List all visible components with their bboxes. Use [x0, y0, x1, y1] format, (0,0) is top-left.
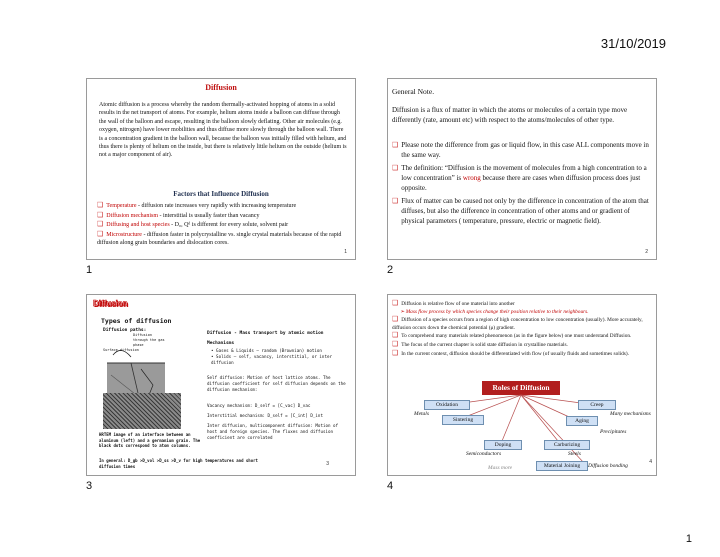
slide-1	[86, 78, 356, 260]
slide-4-label: 4	[387, 480, 394, 492]
types-title: Types of diffusion	[101, 317, 172, 325]
slide-1-intro: Atomic diffusion is a process whereby the random thermally-activated hopping of atoms in a solid results in the net transport of atoms. For example, helium atoms inside a balloon can diffuse through the wall of the balloon and escape, resulting in the balloon slowly deflating. Other air molecules (e.g. oxygen, nitrogen) have lower mobilities and thus diffuse more slowly through the balloon wall. There is a concentration gradient in the balloon wall, because the balloon was initially filled with helium, and thus there is plenty of helium on the inside, but there is relatively little helium on the outside (helium is not a major component of air).	[99, 102, 347, 159]
slide-3-page-number: 3	[326, 461, 329, 467]
general-note: In general: D_gb >D_vol >D_ss >D_v for high temperatures and short diffusion times	[99, 458, 258, 469]
slide-1-title: Diffusion	[205, 83, 237, 92]
factor-item: ❑ Diffusing and host species - D₀, Qᵈ is different for every solute, solvent pair	[97, 220, 289, 229]
role-material-joining: Material Joining	[536, 461, 588, 471]
slide-2-intro: Diffusion is a flux of matter in which the atoms or molecules of a certain type move differently (rate, amount etc) with respect to the atoms/molecules of other type.	[392, 106, 628, 124]
slide-4-bullet: ❑ To comprehend many materials related phenomenon (as in the figure below) one must understand Diffusion.	[392, 331, 632, 340]
note-metals: Metals	[414, 411, 429, 417]
factor-item: ❑ Microstructure - diffusion faster in polycrystalline vs. single crystal materials because of the rapid diffusion along grain boundaries and dislocation cores.	[97, 229, 342, 247]
factor-item: ❑ Diffusion mechanism - interstitial is usually faster than vacancy	[97, 210, 260, 219]
slide-1-page-number: 1	[344, 249, 347, 255]
slide-4-bullet: ❑ Diffusion of a species occurs from a region of high concentration to low concentration (usually). More accurately, diffusion occurs down the chemical potential (μ) gradient.	[392, 315, 643, 331]
slide-2-bullet: ❑ The definition: “Diffusion is the movement of molecules from a high concentration to a low concentration” is wrong because there are cases when diffusion process does just opposite.	[392, 164, 647, 192]
slide-2-page-number: 2	[645, 249, 648, 255]
slide-2	[387, 78, 657, 260]
vacancy-mechanism: Vacancy mechanism: D_self = [C_vac] D_vac	[207, 403, 311, 408]
interstitial-mechanism: Interstitial mechanism: D_self = [C_int] D_int	[207, 413, 323, 418]
slide-4-bullet: ❑ The focus of the current chapter is solid state diffusion in crystalline materials.	[392, 339, 568, 348]
role-aging: Aging	[566, 416, 598, 426]
role-doping: Doping	[484, 440, 522, 450]
factor-item: ❑ Temperature - diffusion rate increases very rapidly with increasing temperature	[97, 201, 297, 209]
header-date: 31/10/2019	[600, 36, 666, 51]
note-many-mechanisms: Many mechanisms	[610, 411, 651, 417]
note-diffusion-bonding: Diffusion bonding	[588, 463, 628, 469]
slide-2-label: 2	[387, 264, 394, 276]
slide-1-label: 1	[86, 264, 93, 276]
slide-3	[86, 294, 356, 476]
hrtem-image	[103, 393, 181, 429]
mass-transport: Diffusion - Mass transport by atomic motion	[207, 331, 324, 336]
self-diffusion: Self diffusion: Motion of host lattice atoms. The diffusion coefficient for self diffusion depends on the diffusion mechanism:	[207, 375, 346, 392]
mechanisms-head: Mechanisms	[207, 341, 235, 346]
factors-title: Factors that Influence Diffusion	[173, 190, 269, 198]
slide-4-bullet: ❑ In the current context, diffusion should be differentiated with flow (of usually fluids and sometimes solids).	[392, 348, 629, 357]
slide-4	[387, 294, 657, 476]
role-carburizing: Carburizing	[544, 440, 590, 450]
slide-3-label: 3	[86, 480, 93, 492]
slide-2-bullet: ❑ Flux of matter can be caused not only by the difference in concentration of the atom that diffuses, but also the difference in concentration of other atoms and or gradient of physical parameters ( temperature, pressure, electric or magnetic field).	[392, 197, 649, 225]
roles-diagram-lines	[388, 295, 656, 475]
wrong-word: wrong	[462, 174, 481, 182]
note-steels: Steels	[568, 451, 581, 457]
paths-label: Diffusion paths:	[103, 328, 147, 333]
roles-title: Roles of Diffusion	[482, 381, 560, 395]
path-surface-label: Surface diffusion	[103, 348, 139, 352]
role-oxidation: Oxidation	[424, 400, 470, 410]
mechanisms-list	[211, 348, 347, 366]
slide-2-title: General Note.	[392, 87, 435, 96]
slide-4-subbullet: ➢ Mass flow process by which species change their position relative to their neighbours.	[400, 308, 589, 315]
role-creep: Creep	[578, 400, 616, 410]
role-sintering: Sintering	[442, 415, 484, 425]
note-precipitates: Precipitates	[600, 429, 627, 435]
hrtem-caption: HRTEM image of an interface between an aluminum (left) and a germanium grain. The black dots correspond to atom columns.	[99, 432, 201, 449]
note-semiconductors: Semiconductors	[466, 451, 502, 457]
note-mass-more: Mass more	[488, 465, 513, 471]
slide-4-bullet: ❑ Diffusion is relative flow of one material into another	[392, 299, 515, 307]
path-gas-label: Diffusion through the gas phase	[133, 333, 165, 347]
slide-2-bullet: ❑ Please note the difference from gas or liquid flow, in this case ALL components move in the same way.	[392, 141, 649, 159]
slide-2-bullets	[392, 140, 650, 226]
mechanism-item: • Gases & Liquids – random (Brownian) motion	[211, 348, 322, 353]
mechanism-item: • Solids – self, vacancy, interstitial, or inter diffusion	[211, 354, 333, 365]
document-page-number: 1	[685, 533, 692, 545]
slide-4-page-number: 4	[649, 459, 652, 465]
factors-list	[97, 201, 349, 248]
slide-3-title: Diffusion	[93, 299, 128, 308]
inter-diffusion: Inter diffusion, multicomponent diffusion: Motion of host and foreign species. The fluxes and diffusion coefficient are correlated	[207, 423, 339, 440]
